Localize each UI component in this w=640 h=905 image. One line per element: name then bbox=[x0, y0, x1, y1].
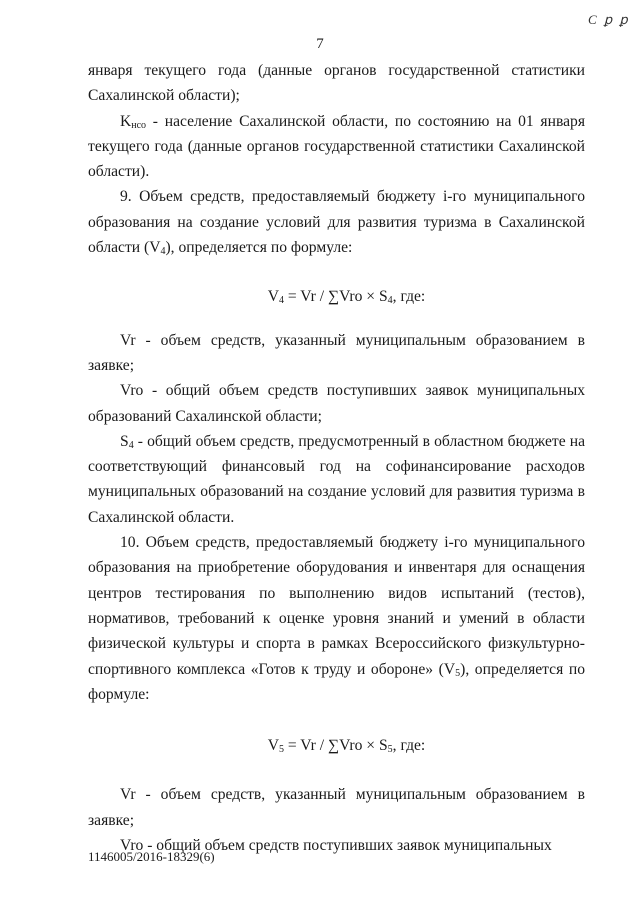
item-9-text-end: ), определяется по формуле: bbox=[165, 239, 353, 257]
item-10-text-end: ), определяется по формуле: bbox=[88, 660, 586, 703]
paragraph-continuation: января текущего года (данные органов государственной статистики Сахалинской области); bbox=[88, 62, 585, 105]
paragraph-item-9 bbox=[88, 184, 585, 260]
formula-v5-where: , где: bbox=[392, 737, 426, 755]
formula-v5-var: V bbox=[267, 737, 279, 755]
formula-v4-sub: 4 bbox=[279, 295, 284, 307]
s4-symbol: S bbox=[120, 432, 129, 450]
formula-v5-s-sub: 5 bbox=[387, 744, 393, 756]
formula-v5-expr: = Vr / ∑Vro × S bbox=[284, 737, 388, 755]
s4-subscript: 4 bbox=[128, 439, 134, 451]
item-10-subscript: 5 bbox=[455, 667, 461, 679]
knso-symbol: K bbox=[120, 112, 132, 130]
formula-v4-s-sub: 4 bbox=[387, 295, 393, 307]
handwritten-mark: С ꝑ ꝑ bbox=[588, 12, 630, 27]
paragraph-vro-definition: Vro - общий объем средств поступивших заявок муниципальных образований Сахалинской области; bbox=[88, 382, 585, 425]
formula-v4-var: V bbox=[267, 288, 279, 306]
formula-v4-expr: = Vr / ∑Vro × S bbox=[284, 288, 388, 306]
knso-text: - население Сахалинской области, по состоянию на 01 января текущего года (данные органов государственной статистики Сахалинской области). bbox=[88, 112, 585, 181]
formula-v4 bbox=[88, 284, 585, 309]
document-body bbox=[88, 58, 585, 858]
knso-subscript: нсо bbox=[131, 119, 147, 131]
paragraph-s4-definition bbox=[88, 429, 585, 530]
item-9-text: 9. Объем средств, предоставляемый бюджету i-го муниципального образования на создание условий для развития туризма в Сахалинской области (V bbox=[88, 188, 585, 257]
formula-v4-where: , где: bbox=[392, 288, 426, 306]
document-number-footer: 1146005/2016-18329(6) bbox=[88, 849, 215, 864]
paragraph-vr-definition: Vr - объем средств, указанный муниципальным образованием в заявке; bbox=[88, 331, 585, 374]
paragraph-vro-definition-2: Vro - общий объем средств поступивших заявок муниципальных bbox=[120, 837, 552, 855]
item-10-text: 10. Объем средств, предоставляемый бюджету i-го муниципального образования на приобретение оборудования и инвентаря для оснащения центров тестирования по выполнению видов испытаний (тестов), нормативов, требований к оценке уровня знаний и умений в области физической культуры и спорта в рамках Всероссийского физкультурно-спортивного комплекса «Готов к труду и обороне» (V bbox=[88, 534, 585, 678]
paragraph-knso-definition bbox=[88, 109, 585, 185]
item-9-subscript: 4 bbox=[160, 246, 166, 258]
page-number: 7 bbox=[316, 36, 324, 52]
formula-v5-sub: 5 bbox=[279, 744, 284, 756]
s4-text: - общий объем средств, предусмотренный в областном бюджете на соответствующий финансовый год на софинансирование расходов муниципальных образований на создание условий для развития туризма в Сахалинской области. bbox=[88, 432, 585, 526]
formula-v5 bbox=[88, 733, 585, 758]
paragraph-item-10 bbox=[88, 530, 585, 707]
paragraph-vr-definition-2: Vr - объем средств, указанный муниципальным образованием в заявке; bbox=[88, 786, 585, 829]
